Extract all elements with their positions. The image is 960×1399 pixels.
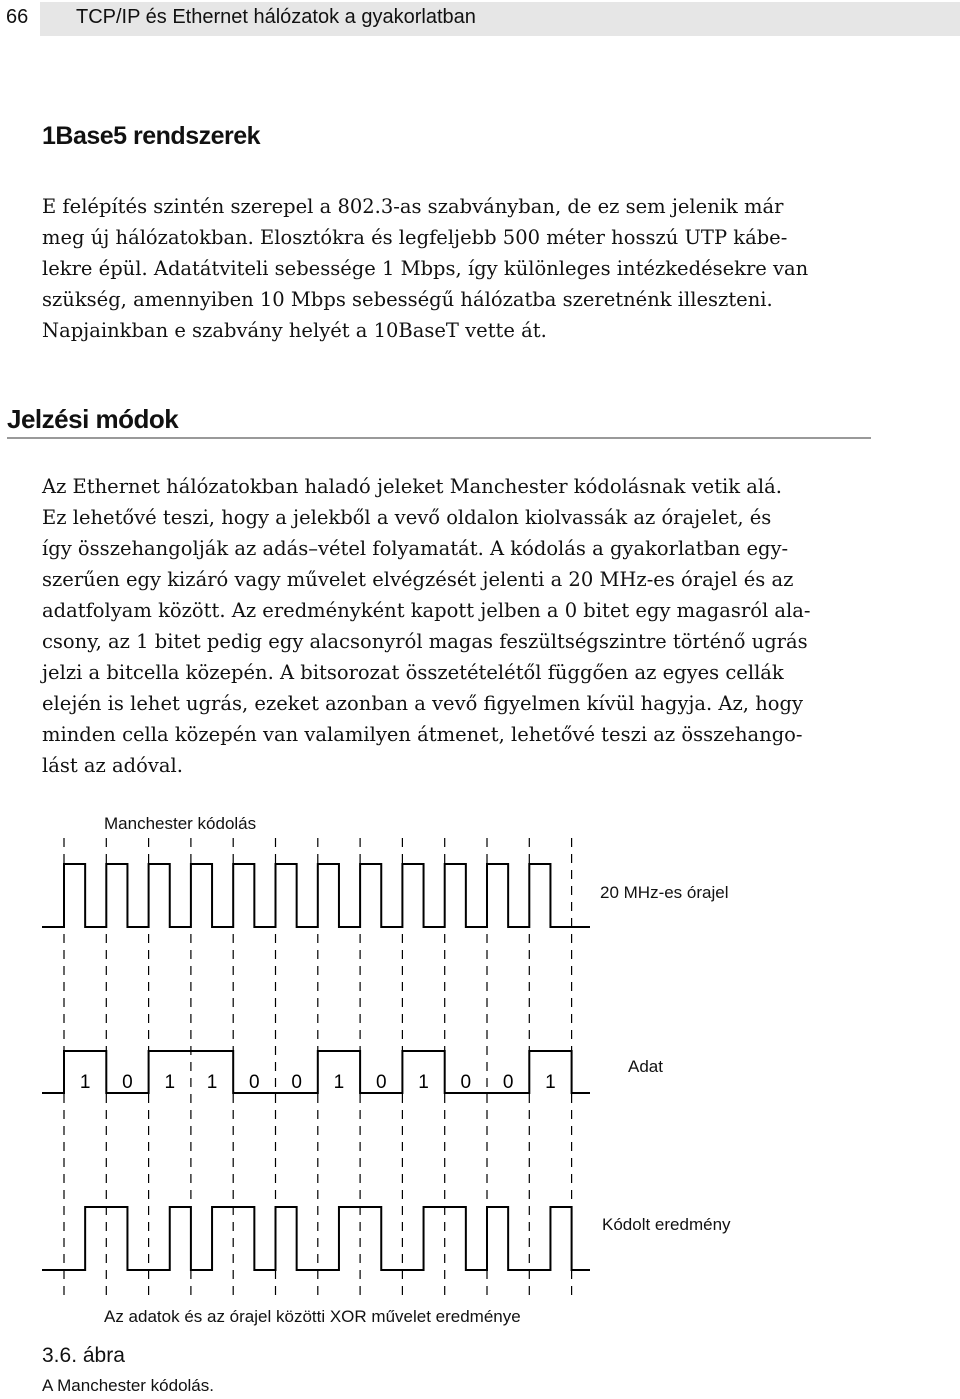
- encoded-label: Kódolt eredmény: [602, 1215, 731, 1234]
- bit-label: 0: [122, 1072, 133, 1093]
- text-line: szükség, amennyiben 10 Mbps sebességű hálózatba szeretnénk illeszteni.: [42, 288, 773, 311]
- bit-label: 1: [545, 1072, 556, 1093]
- text-line: Ez lehetővé teszi, hogy a jelekből a vevő oldalon kiolvassák az órajelet, és: [42, 506, 772, 529]
- bit-label: 0: [502, 1072, 514, 1093]
- bit-label: 1: [79, 1072, 91, 1093]
- text-line: jelzi a bitcella közepén. A bitsorozat összetételétől függően az egyes cellák: [42, 661, 784, 684]
- data-label: Adat: [628, 1057, 663, 1076]
- bit-label: 1: [164, 1072, 176, 1093]
- running-title: TCP/IP és Ethernet hálózatok a gyakorlatban: [76, 6, 476, 28]
- bit-label: 1: [333, 1072, 345, 1093]
- text-line: adatfolyam között. Az eredményként kapott jelben a 0 bitet egy magasról ala-: [42, 599, 811, 622]
- encoded-waveform: [42, 1207, 590, 1270]
- bit-label: 0: [291, 1072, 302, 1093]
- section-heading-signaling: Jelzési módok: [7, 404, 179, 434]
- clock-label: 20 MHz-es órajel: [600, 883, 729, 902]
- section-heading-1base5: 1Base5 rendszerek: [42, 122, 261, 150]
- bit-label: 0: [460, 1072, 472, 1093]
- bit-label: 1: [418, 1072, 429, 1093]
- bit-label: 0: [375, 1072, 387, 1093]
- text-line: E felépítés szintén szerepel a 802.3-as szabványban, de ez sem jelenik már: [42, 195, 784, 218]
- figure-number: 3.6. ábra: [42, 1344, 125, 1367]
- text-line: lekre épül. Adatátviteli sebessége 1 Mbps, így különleges intézkedésekre van: [42, 257, 809, 280]
- text-line: csony, az 1 bitet pedig egy alacsonyról magas feszültségszintre történő ugrás: [42, 630, 808, 653]
- bit-label: 0: [249, 1072, 260, 1093]
- figure-caption: A Manchester kódolás.: [42, 1376, 214, 1395]
- text-line: Napjainkban e szabvány helyét a 10BaseT vette át.: [42, 319, 547, 342]
- figure-title: Manchester kódolás: [104, 814, 257, 833]
- text-line: elején is lehet ugrás, ezeket azonban a vevő figyelmen kívül hagyja. Az, hogy: [42, 692, 803, 715]
- text-line: így összehangolják az adás–vétel folyamatát. A kódolás a gyakorlatban egy-: [42, 537, 789, 560]
- bit-label: 1: [206, 1072, 218, 1093]
- page-number: 66: [6, 6, 29, 28]
- text-line: minden cella közepén van valamilyen átmenet, lehetővé teszi az összehango-: [42, 723, 803, 746]
- text-line: Az Ethernet hálózatokban haladó jeleket Manchester kódolásnak vetik alá.: [42, 475, 782, 498]
- text-line: lást az adóval.: [42, 754, 183, 777]
- clock-waveform: [42, 864, 590, 927]
- text-line: meg új hálózatokban. Elosztókra és legfeljebb 500 méter hosszú UTP kábe-: [42, 226, 788, 249]
- xor-note: Az adatok és az órajel közötti XOR művelet eredménye: [104, 1307, 521, 1326]
- text-line: szerűen egy kizáró vagy művelet elvégzését jelenti a 20 MHz-es órajel és az: [42, 568, 794, 591]
